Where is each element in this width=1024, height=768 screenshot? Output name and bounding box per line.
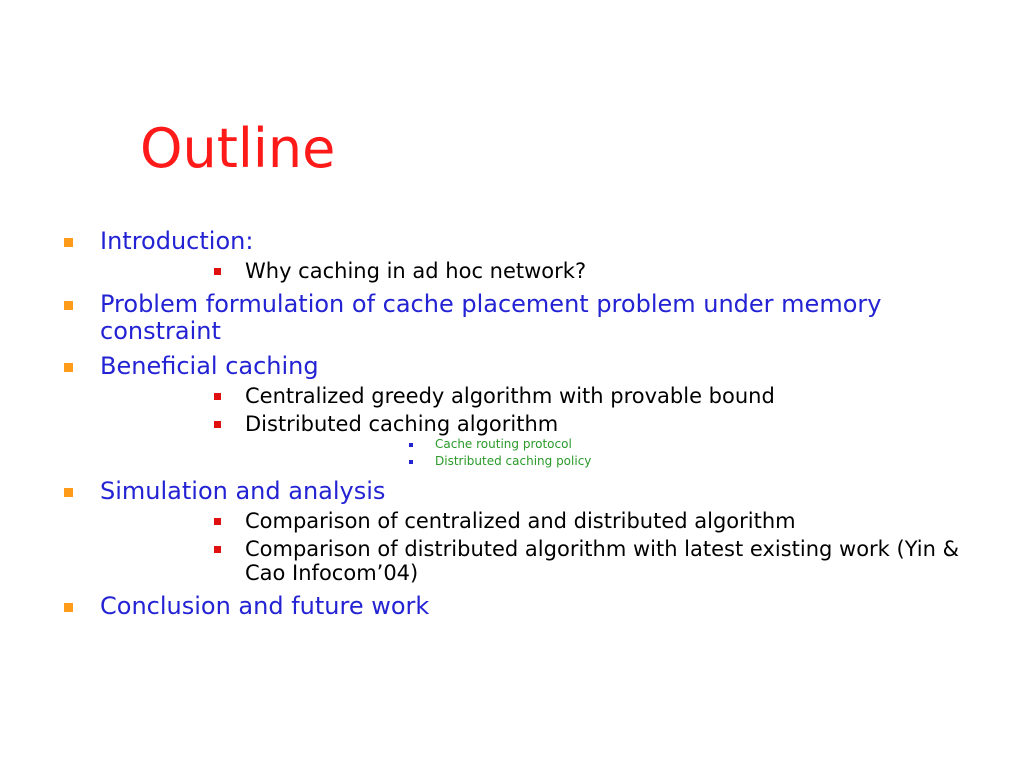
outline-item-beneficial-caching [0, 353, 1000, 470]
sub-list [100, 384, 1000, 470]
outline-item-text: Conclusion and future work [100, 592, 430, 620]
square-bullet-icon [409, 443, 413, 447]
sub-list [100, 259, 1000, 283]
sub-item-text: Comparison of centralized and distributed algorithm [245, 509, 796, 533]
outline-item-text: Introduction: [100, 227, 254, 255]
square-bullet-icon [214, 393, 221, 400]
square-bullet-icon [214, 546, 221, 553]
square-bullet-icon [214, 268, 221, 275]
square-bullet-icon [64, 488, 73, 497]
sub-item [100, 259, 1000, 283]
sub-sub-list [245, 436, 1000, 470]
sub-item-text: Distributed caching algorithm [245, 412, 559, 436]
outline-item-simulation [0, 478, 1000, 585]
sub-sub-item-text: Cache routing protocol [435, 437, 572, 451]
sub-sub-item [245, 436, 1000, 453]
sub-item [100, 537, 1000, 585]
sub-list [100, 509, 1000, 585]
square-bullet-icon [64, 301, 73, 310]
square-bullet-icon [214, 518, 221, 525]
square-bullet-icon [64, 238, 73, 247]
outline-item-introduction [0, 228, 1000, 283]
sub-item [100, 412, 1000, 470]
outline-item-text: Beneficial caching [100, 352, 319, 380]
square-bullet-icon [64, 363, 73, 372]
sub-sub-item [245, 453, 1000, 470]
sub-item-text: Why caching in ad hoc network? [245, 259, 587, 283]
outline-item-text: Problem formulation of cache placement problem under memory constraint [100, 290, 882, 345]
sub-sub-item-text: Distributed caching policy [435, 454, 592, 468]
outline-item-problem-formulation [0, 291, 1000, 345]
outline-item-text: Simulation and analysis [100, 477, 386, 505]
sub-item-text: Centralized greedy algorithm with provable bound [245, 384, 775, 408]
outline-list [0, 228, 1000, 628]
slide-title: Outline [140, 117, 336, 180]
square-bullet-icon [214, 421, 221, 428]
outline-item-conclusion [0, 593, 1000, 620]
square-bullet-icon [409, 460, 413, 464]
sub-item-text: Comparison of distributed algorithm with latest existing work (Yin & Cao Infocom’04) [245, 537, 959, 585]
square-bullet-icon [64, 603, 73, 612]
sub-item [100, 384, 1000, 408]
sub-item [100, 509, 1000, 533]
